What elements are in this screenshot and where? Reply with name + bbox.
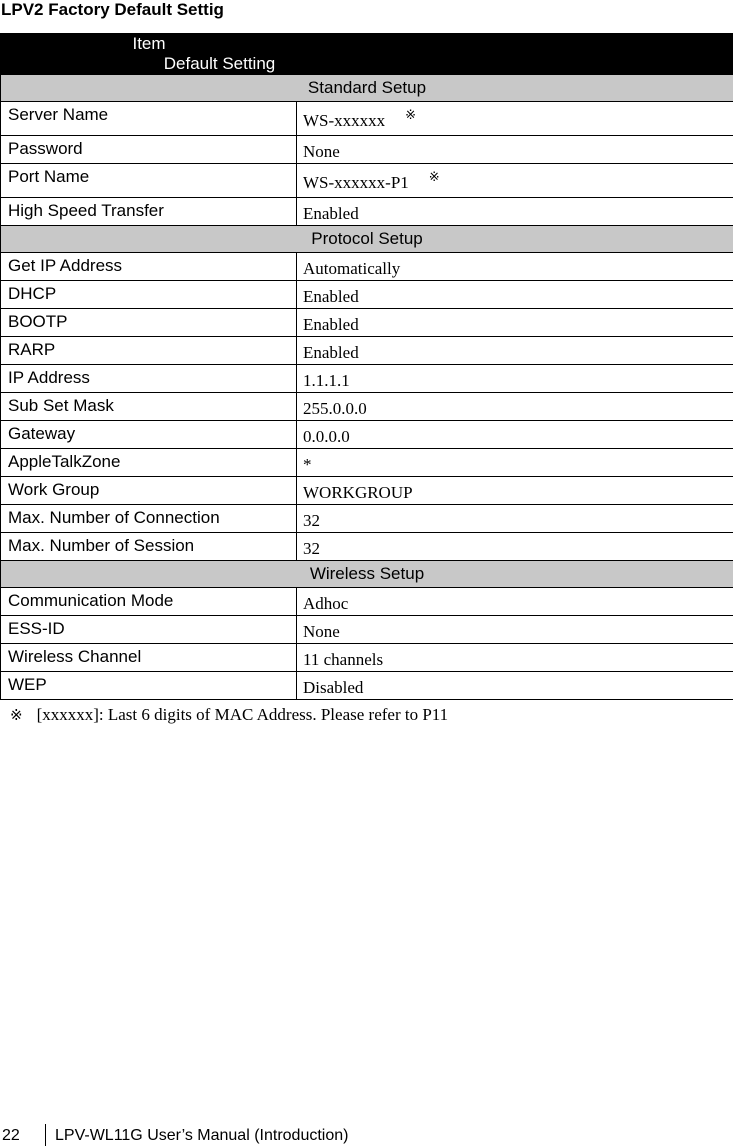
value-cell <box>297 449 733 477</box>
table-row <box>1 533 733 561</box>
footer-divider <box>45 1124 46 1146</box>
table-row <box>1 393 733 421</box>
value-cell <box>297 421 733 449</box>
value-text: WORKGROUP <box>303 483 413 502</box>
table-row <box>1 337 733 365</box>
section-row <box>1 75 733 102</box>
value-cell <box>297 337 733 365</box>
table-row <box>1 672 733 700</box>
value-text: Enabled <box>303 287 359 306</box>
footnote <box>10 705 448 725</box>
item-cell: AppleTalkZone <box>1 449 297 477</box>
table-row <box>1 198 733 226</box>
value-text: Adhoc <box>303 594 349 613</box>
item-cell: Server Name <box>1 102 297 136</box>
table-row <box>1 477 733 505</box>
item-cell: RARP <box>1 337 297 365</box>
reference-mark: ※ <box>428 169 440 184</box>
table-row <box>1 281 733 309</box>
manual-title: LPV-WL11G User’s Manual (Introduction) <box>55 1127 349 1144</box>
section-row <box>1 561 733 588</box>
value-cell <box>297 533 733 561</box>
section-title: Wireless Setup <box>1 561 733 588</box>
table-header <box>1 34 733 75</box>
item-cell: Get IP Address <box>1 253 297 281</box>
value-cell <box>297 588 733 616</box>
value-text: None <box>303 142 340 161</box>
page-footer <box>0 1124 733 1146</box>
item-cell: Wireless Channel <box>1 644 297 672</box>
item-cell: ESS-ID <box>1 616 297 644</box>
value-text: * <box>303 455 312 474</box>
value-cell <box>297 505 733 533</box>
value-cell <box>297 281 733 309</box>
value-text: 0.0.0.0 <box>303 427 350 446</box>
item-cell: Gateway <box>1 421 297 449</box>
section-title: Standard Setup <box>1 75 733 102</box>
item-cell: Max. Number of Connection <box>1 505 297 533</box>
table-row <box>1 253 733 281</box>
page-title: LPV2 Factory Default Settig <box>1 0 224 19</box>
section-row <box>1 226 733 253</box>
value-cell <box>297 102 733 136</box>
value-cell <box>297 136 733 164</box>
note-symbol: ※ <box>10 708 23 724</box>
reference-mark: ※ <box>405 107 417 122</box>
item-cell: DHCP <box>1 281 297 309</box>
header-item: Item <box>132 34 166 53</box>
item-cell: IP Address <box>1 365 297 393</box>
item-cell: BOOTP <box>1 309 297 337</box>
table-row <box>1 102 733 136</box>
table-row <box>1 365 733 393</box>
item-cell: Port Name <box>1 164 297 198</box>
default-settings-table <box>0 33 733 700</box>
value-cell <box>297 365 733 393</box>
value-cell <box>297 198 733 226</box>
section-title: Protocol Setup <box>1 226 733 253</box>
value-text: Disabled <box>303 678 364 697</box>
table-row <box>1 309 733 337</box>
value-text: 255.0.0.0 <box>303 399 367 418</box>
value-cell <box>297 253 733 281</box>
header-default-setting: Default Setting <box>163 54 276 73</box>
page-number: 22 <box>2 1127 20 1144</box>
value-text: 1.1.1.1 <box>303 371 350 390</box>
value-text: Automatically <box>303 259 401 278</box>
value-text: 32 <box>303 511 320 530</box>
value-cell <box>297 616 733 644</box>
table-row <box>1 644 733 672</box>
table-row <box>1 588 733 616</box>
table-row <box>1 164 733 198</box>
value-text: WS-xxxxxx-P1 <box>303 173 409 192</box>
table-row <box>1 136 733 164</box>
value-cell <box>297 309 733 337</box>
item-cell: High Speed Transfer <box>1 198 297 226</box>
value-text: Enabled <box>303 315 359 334</box>
table-row <box>1 449 733 477</box>
value-cell <box>297 393 733 421</box>
table-header-row <box>1 34 733 75</box>
item-cell: Communication Mode <box>1 588 297 616</box>
item-cell: Sub Set Mask <box>1 393 297 421</box>
value-text: Enabled <box>303 343 359 362</box>
value-cell <box>297 164 733 198</box>
table-body <box>1 75 733 700</box>
value-text: 11 channels <box>303 650 384 669</box>
item-cell: WEP <box>1 672 297 700</box>
table-row <box>1 616 733 644</box>
value-cell <box>297 644 733 672</box>
table-row <box>1 505 733 533</box>
value-text: Enabled <box>303 204 359 223</box>
value-text: None <box>303 622 340 641</box>
item-cell: Password <box>1 136 297 164</box>
value-cell <box>297 477 733 505</box>
item-cell: Work Group <box>1 477 297 505</box>
value-text: 32 <box>303 539 320 558</box>
table-row <box>1 421 733 449</box>
item-cell: Max. Number of Session <box>1 533 297 561</box>
value-cell <box>297 672 733 700</box>
note-text: [xxxxxx]: Last 6 digits of MAC Address. Please refer to P11 <box>36 705 449 724</box>
value-text: WS-xxxxxx <box>303 111 386 130</box>
